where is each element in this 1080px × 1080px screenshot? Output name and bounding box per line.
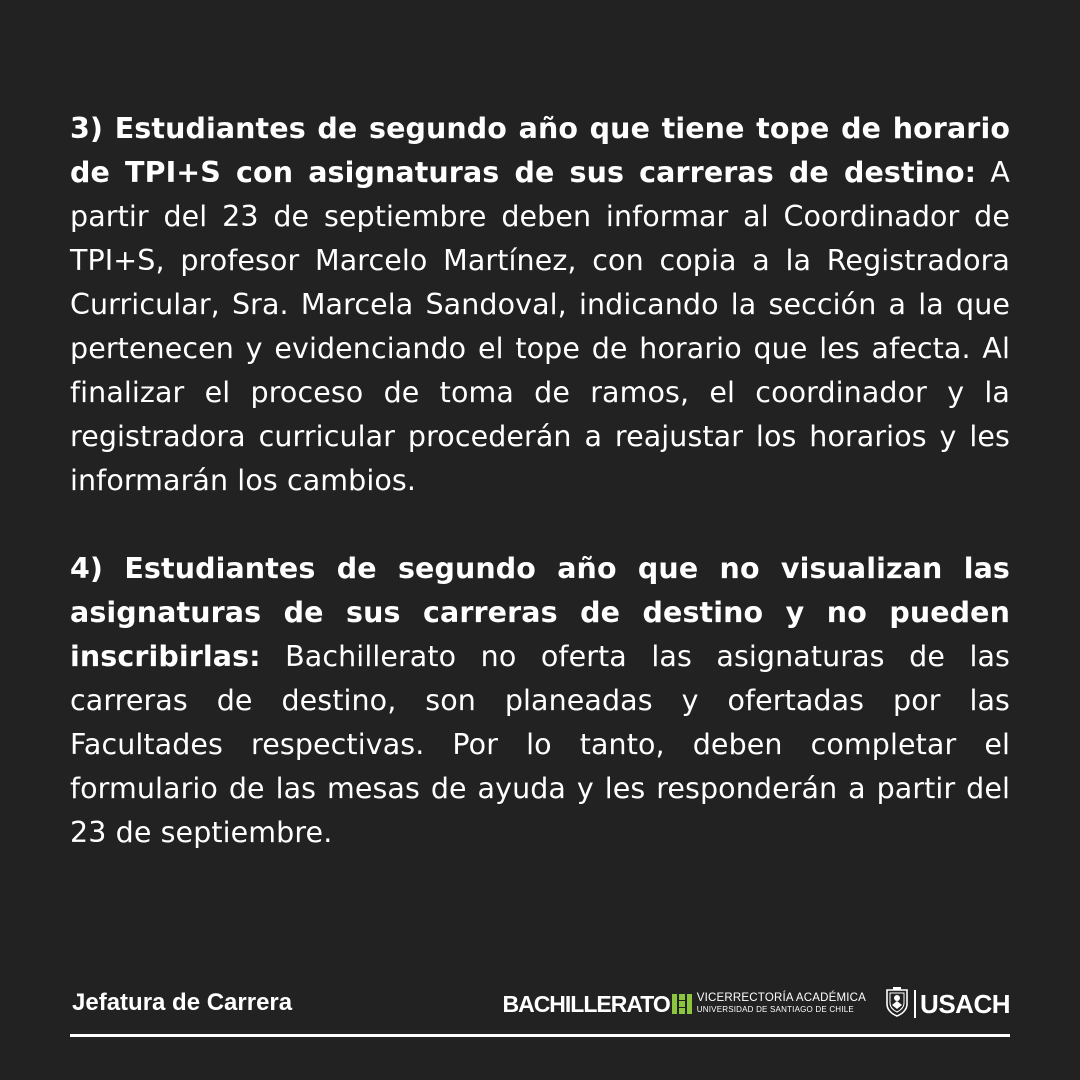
notice-item-3-body: A partir del 23 de septiembre deben informar al Coordinador de TPI+S, profesor Marcelo Martínez, con copia a la Registradora Curricular, Sra. Marcela Sandoval, indicando la sección a la que pertenecen y evidenciando el tope de horario que les afecta. Al finalizar el proceso de toma de ramos, el coordinador y la registradora curricular procederán a reajustar los horarios y les informarán los cambios. — [70, 156, 1010, 497]
vicerrectoria-line2: UNIVERSIDAD DE SANTIAGO DE CHILE — [696, 1005, 854, 1014]
usach-logo: USACH — [920, 989, 1010, 1019]
usach-divider — [914, 990, 916, 1018]
footer-label: Jefatura de Carrera — [72, 989, 293, 1016]
vicerrectoria-line1: VICERRECTORÍA ACADÉMICA — [696, 992, 867, 1004]
bachillerato-grid-icon — [672, 994, 692, 1014]
footer-divider — [70, 1034, 1010, 1037]
notice-item-4 — [70, 547, 1010, 855]
footer-logos — [502, 987, 1010, 1021]
vicerrectoria-logo — [697, 993, 866, 1015]
bachillerato-logo: BACHILLERATO — [502, 991, 670, 1017]
notice-item-4-body: Bachillerato no oferta las asignaturas de las carreras de destino, son planeadas y ofertadas por las Facultades respectivas. Por lo tanto, deben completar el formulario de las mesas de ayuda y les responderán a partir del 23 de septiembre. — [70, 640, 1010, 849]
notice-item-3-heading: 3) Estudiantes de segundo año que tiene tope de horario de TPI+S con asignaturas de sus carreras de destino: — [70, 112, 1010, 189]
footer — [70, 985, 1010, 1025]
notice-content — [70, 107, 1010, 855]
university-seal-icon — [884, 987, 914, 1021]
notice-item-3 — [70, 107, 1010, 503]
notice-item-4-heading: 4) Estudiantes de segundo año que no visualizan las asignaturas de sus carreras de destino y no pueden inscribirlas: — [70, 552, 1010, 673]
